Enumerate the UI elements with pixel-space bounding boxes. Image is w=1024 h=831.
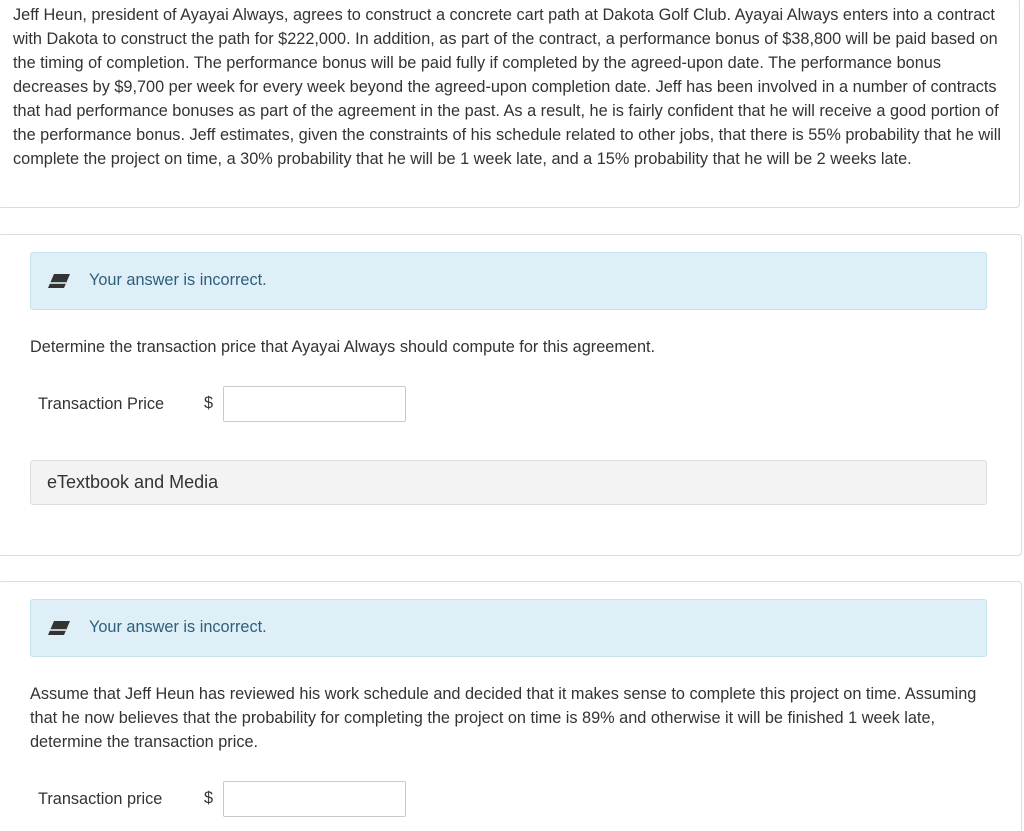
feedback-text: Your answer is incorrect. (89, 618, 267, 636)
problem-statement: Jeff Heun, president of Ayayai Always, agrees to construct a concrete cart path at Dakota Golf Club. Ayayai Always enters into a contract with Dakota to construct the path for $222,000. In addition, as part of the contract, a performance bonus of $38,800 will be paid based on the timing of completion. The performance bonus will be paid fully if completed by the agreed-upon date. The performance bonus decreases by $9,700 per week for every week beyond the agreed-upon completion date. Jeff has been involved in a number of contracts that had performance bonuses as part of the agreement in the past. As a result, he is fairly confident that he will receive a good portion of the performance bonus. Jeff estimates, given the constraints of his schedule related to other jobs, that there is 55% probability that he will complete the project on time, a 30% probability that he will be 1 week late, and a 15% probability that he will be 2 weeks late. (13, 6, 1001, 168)
problem-card (0, 0, 1020, 208)
etextbook-media-label: eTextbook and Media (47, 472, 219, 492)
feedback-banner (30, 252, 987, 310)
feedback-text: Your answer is incorrect. (89, 271, 267, 289)
question-part-b (0, 581, 1022, 831)
eraser-icon (47, 620, 71, 636)
currency-symbol: $ (204, 789, 214, 807)
currency-symbol: $ (204, 394, 214, 412)
transaction-price-label: Transaction Price (38, 395, 165, 413)
transaction-price-input[interactable] (223, 781, 406, 817)
transaction-price-input[interactable] (223, 386, 406, 422)
question-text: Assume that Jeff Heun has reviewed his work schedule and decided that it makes sense to complete this project on time. Assuming that he now believes that the probability for completing the project on time is 89% and otherwise it will be finished 1 week late, determine the transaction price. (30, 685, 977, 751)
transaction-price-label: Transaction price (38, 790, 163, 808)
feedback-banner (30, 599, 987, 657)
question-text: Determine the transaction price that Ayayai Always should compute for this agreement. (30, 338, 656, 356)
etextbook-media-toggle[interactable] (30, 460, 987, 505)
eraser-icon (47, 273, 71, 289)
question-part-a (0, 234, 1022, 556)
